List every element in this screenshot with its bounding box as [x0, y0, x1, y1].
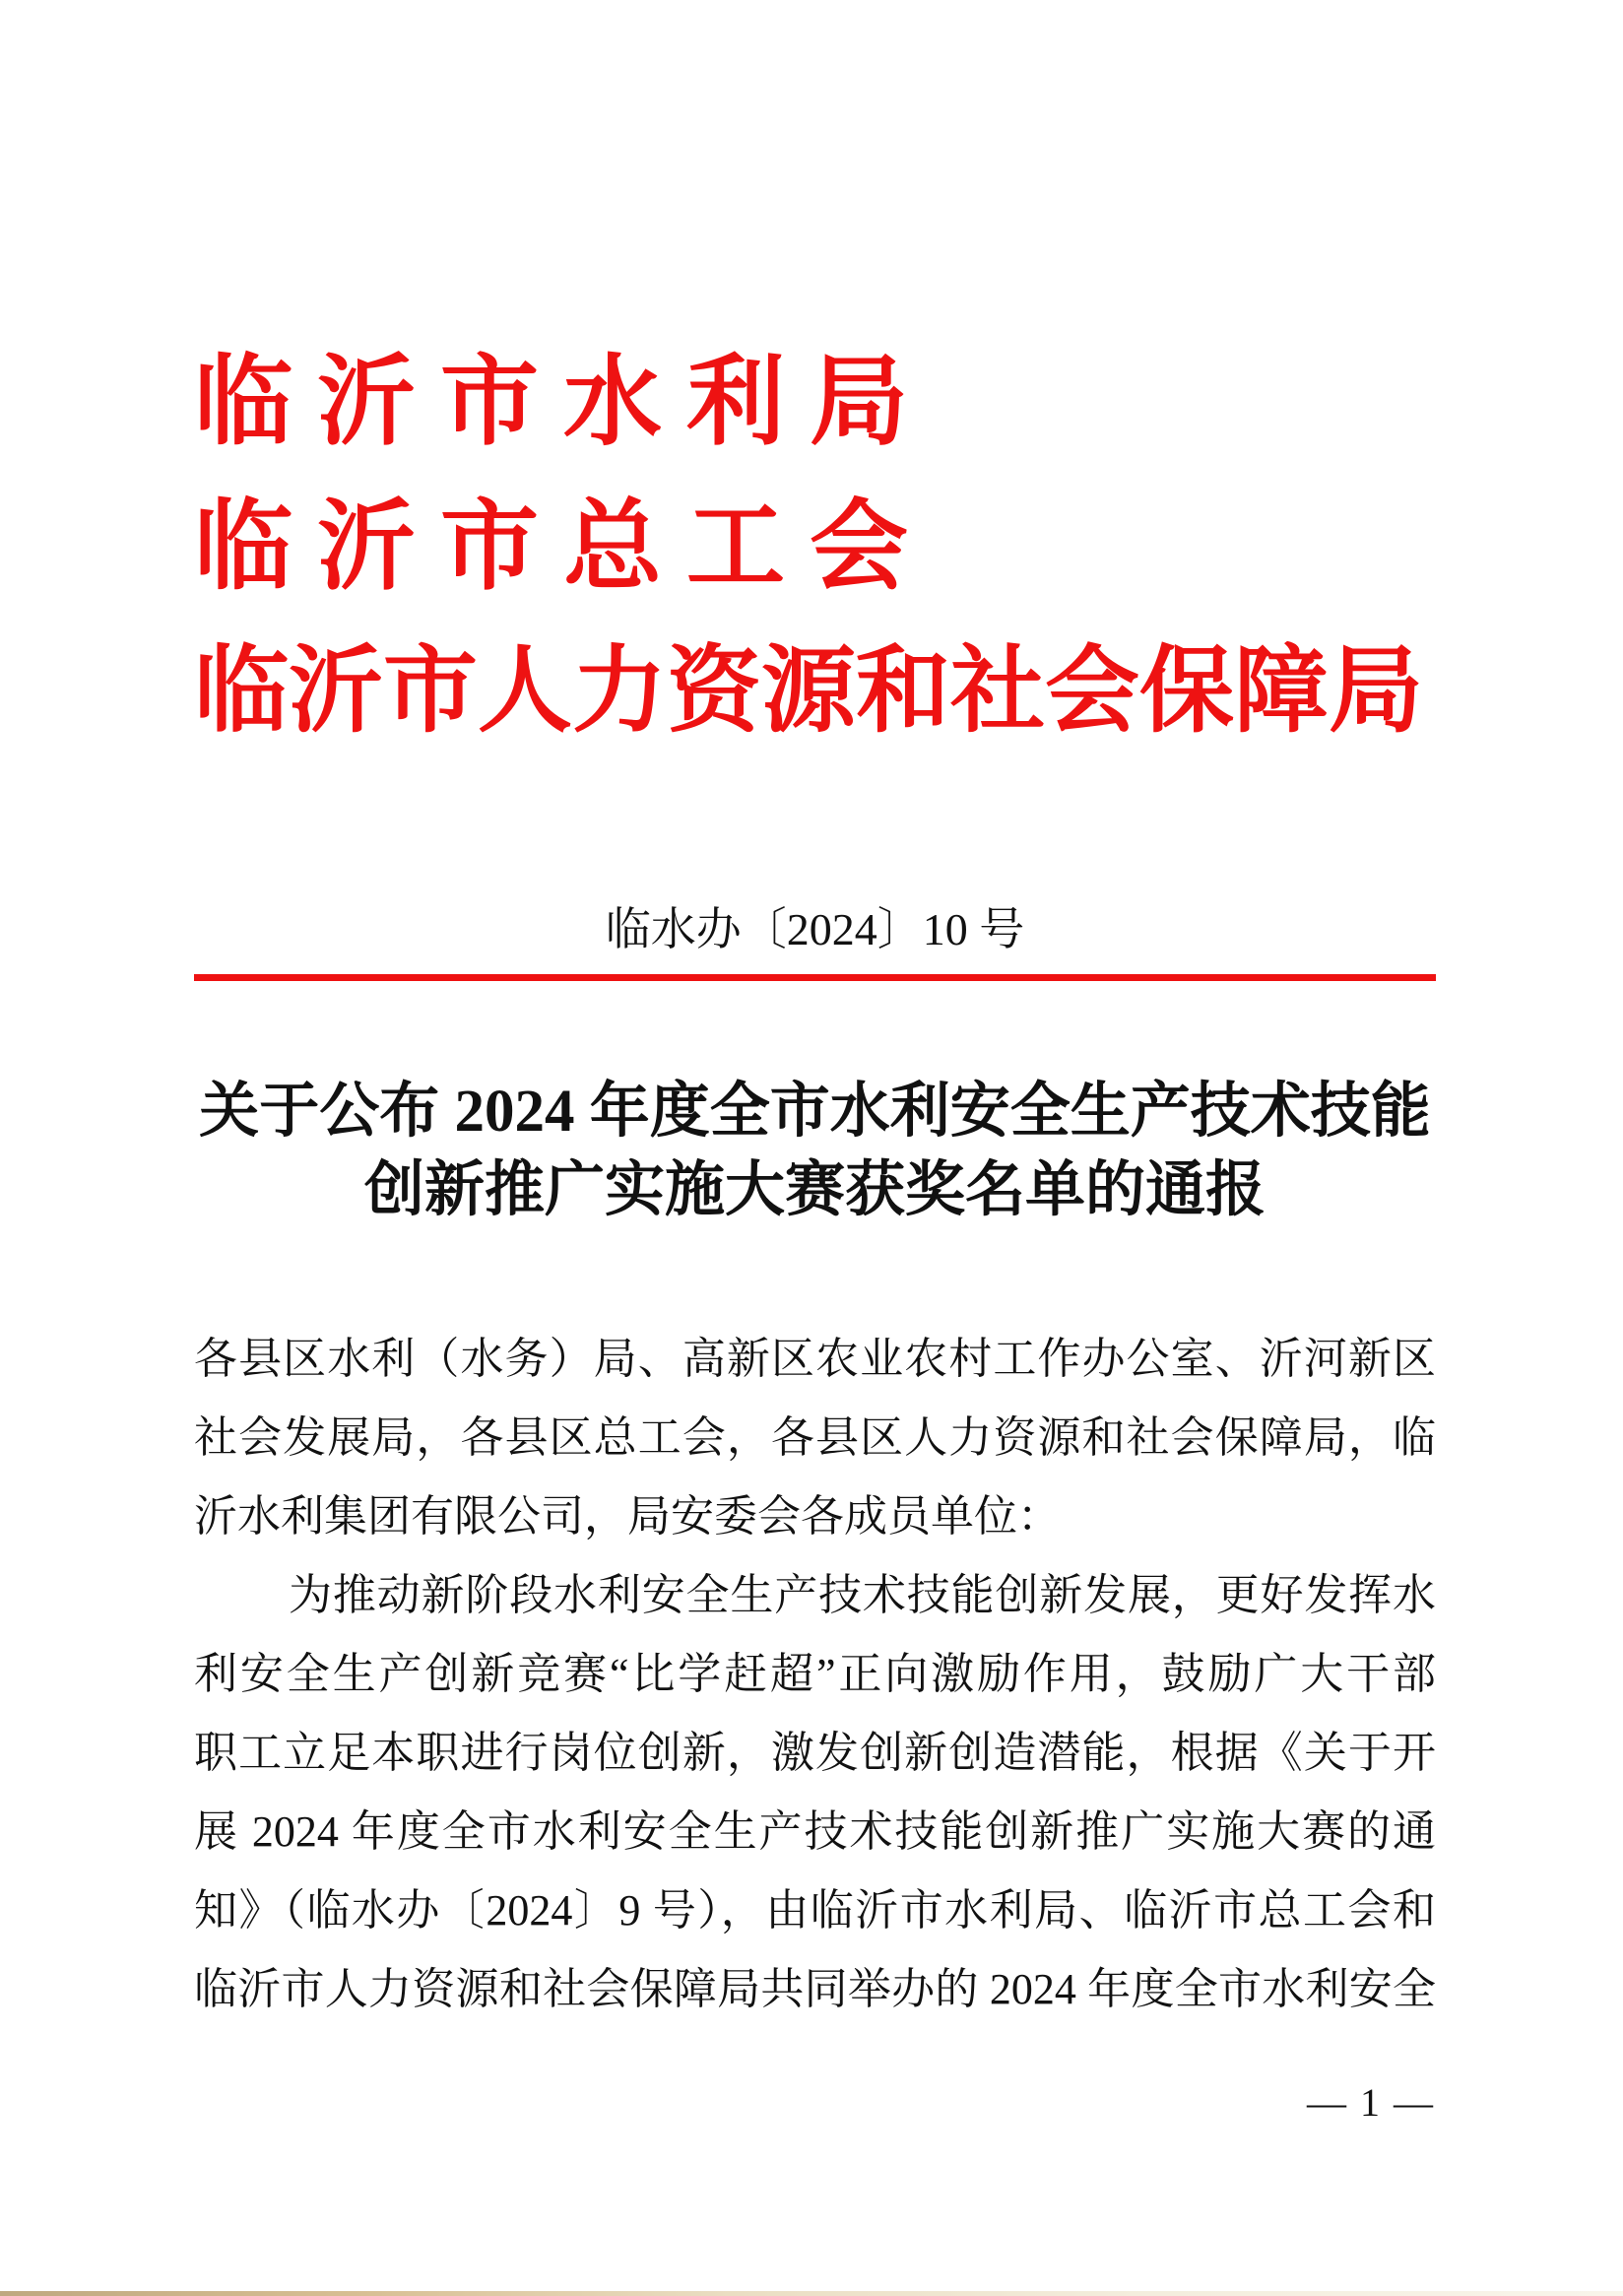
- agency-line-federation-of-trade-unions: 临 沂 市 总 工 会: [194, 492, 908, 602]
- body-line-paragraph-1: 为推动新阶段水利安全生产技术技能创新发展，更好发挥水: [289, 1571, 1436, 1619]
- agency-line-human-resources-social-security-bureau: 临沂市人力资源和社会保障局: [194, 638, 1423, 744]
- document-number: 临水办〔2024〕10 号: [605, 904, 1025, 954]
- body-line-addressees-2: 社会发展局，各县区总工会，各县区人力资源和社会保障局，临: [194, 1413, 1436, 1462]
- body-line-paragraph-6: 临沂市人力资源和社会保障局共同举办的 2024 年度全市水利安全: [194, 1965, 1436, 2013]
- body-line-paragraph-4: 展 2024 年度全市水利安全生产技术技能创新推广实施大赛的通: [194, 1807, 1436, 1856]
- scan-edge-artifact: [0, 2291, 1623, 2296]
- document-body: [194, 1320, 1436, 2029]
- body-line-paragraph-2: 利安全生产创新竞赛“比学赶超”正向激励作用，鼓励广大干部: [194, 1650, 1436, 1698]
- document-title: [194, 1073, 1436, 1230]
- body-line-paragraph-3: 职工立足本职进行岗位创新，激发创新创造潜能，根据《关于开: [194, 1729, 1436, 1777]
- body-line-paragraph-5: 知》（临水办〔2024〕9 号），由临沂市水利局、临沂市总工会和: [194, 1886, 1436, 1935]
- red-divider-rule: [194, 974, 1436, 981]
- agency-line-water-resources-bureau: 临 沂 市 水 利 局: [194, 348, 908, 457]
- document-title-line-1: 关于公布 2024 年度全市水利安全生产技术技能: [199, 1079, 1431, 1145]
- body-line-addressees-3: 沂水利集团有限公司，局安委会各成员单位：: [194, 1492, 1061, 1541]
- body-line-addressees-1: 各县区水利（水务）局、高新区农业农村工作办公室、沂河新区: [194, 1335, 1436, 1383]
- document-title-line-2: 创新推广实施大赛获奖名单的通报: [363, 1157, 1266, 1223]
- page-number: — 1 —: [1307, 2080, 1435, 2125]
